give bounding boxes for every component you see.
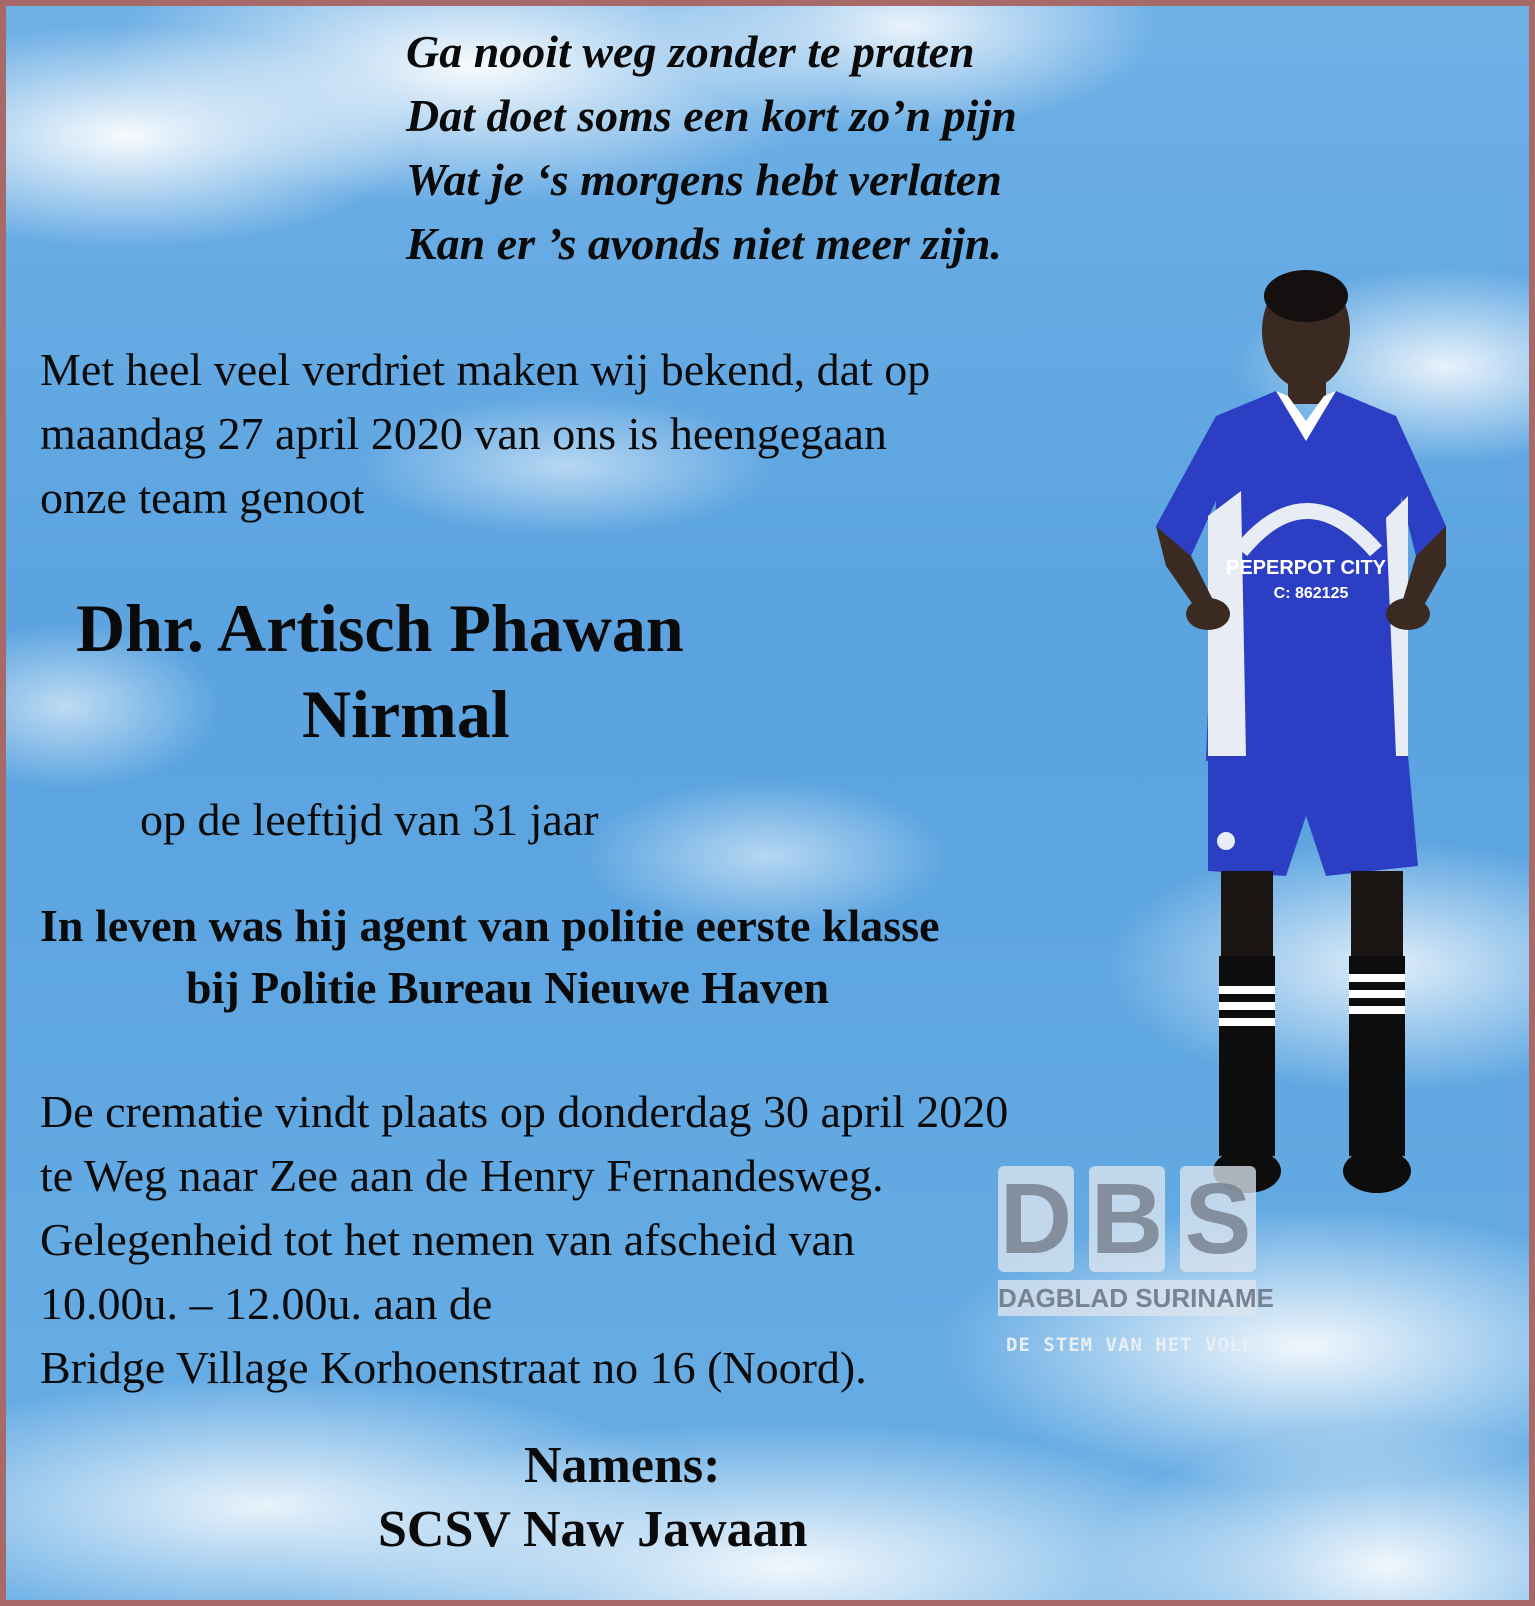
shirt-print: C: 862125 — [1273, 585, 1349, 602]
deceased-name: Dhr. Artisch Phawan — [76, 590, 684, 666]
career-line: In leven was hij agent van politie eerste klasse — [40, 900, 940, 951]
poem-line: Dat doet soms een kort zo’n pijn — [406, 90, 1017, 141]
announcement-line: Met heel veel verdriet maken wij bekend, dat op — [40, 344, 931, 395]
cremation-line: 10.00u. – 12.00u. aan de — [40, 1278, 493, 1329]
shirt-print: PEPERPOT CITY — [1225, 557, 1387, 579]
poem-line: Kan er ’s avonds niet meer zijn. — [406, 218, 1002, 269]
cremation-line: Bridge Village Korhoenstraat no 16 (Noord). — [40, 1342, 867, 1393]
watermark-letter: S — [1180, 1166, 1256, 1272]
player-photo — [1146, 256, 1486, 1236]
poem-line: Ga nooit weg zonder te praten — [406, 26, 975, 77]
cremation-line: te Weg naar Zee aan de Henry Fernandesweg. — [40, 1150, 884, 1201]
cremation-line: Gelegenheid tot het nemen van afscheid van — [40, 1214, 855, 1265]
age-text: op de leeftijd van 31 jaar — [140, 794, 599, 845]
watermark-letter: D — [999, 1163, 1073, 1275]
poem — [406, 20, 1226, 276]
watermark-tagline: DE STEM VAN HET VOLK — [1006, 1334, 1255, 1356]
announcement-line: maandag 27 april 2020 van ons is heengegaan — [40, 408, 887, 459]
club-name: SCSV Naw Jawaan — [378, 1501, 808, 1558]
watermark-logo — [998, 1163, 1256, 1276]
watermark-name: DAGBLAD SURINAME — [998, 1280, 1256, 1316]
announcement-line: onze team genoot — [40, 472, 365, 523]
announcement — [40, 338, 1160, 530]
watermark-letter: B — [1090, 1163, 1164, 1275]
dbs-watermark — [998, 1163, 1274, 1366]
career-line: bij Politie Bureau Nieuwe Haven — [186, 962, 830, 1013]
cremation-line: De crematie vindt plaats op donderdag 30 april 2020 — [40, 1086, 1009, 1137]
signoff-label: Namens: — [524, 1437, 721, 1494]
poem-line: Wat je ‘s morgens hebt verlaten — [406, 154, 1002, 205]
deceased-surname: Nirmal — [302, 676, 510, 752]
